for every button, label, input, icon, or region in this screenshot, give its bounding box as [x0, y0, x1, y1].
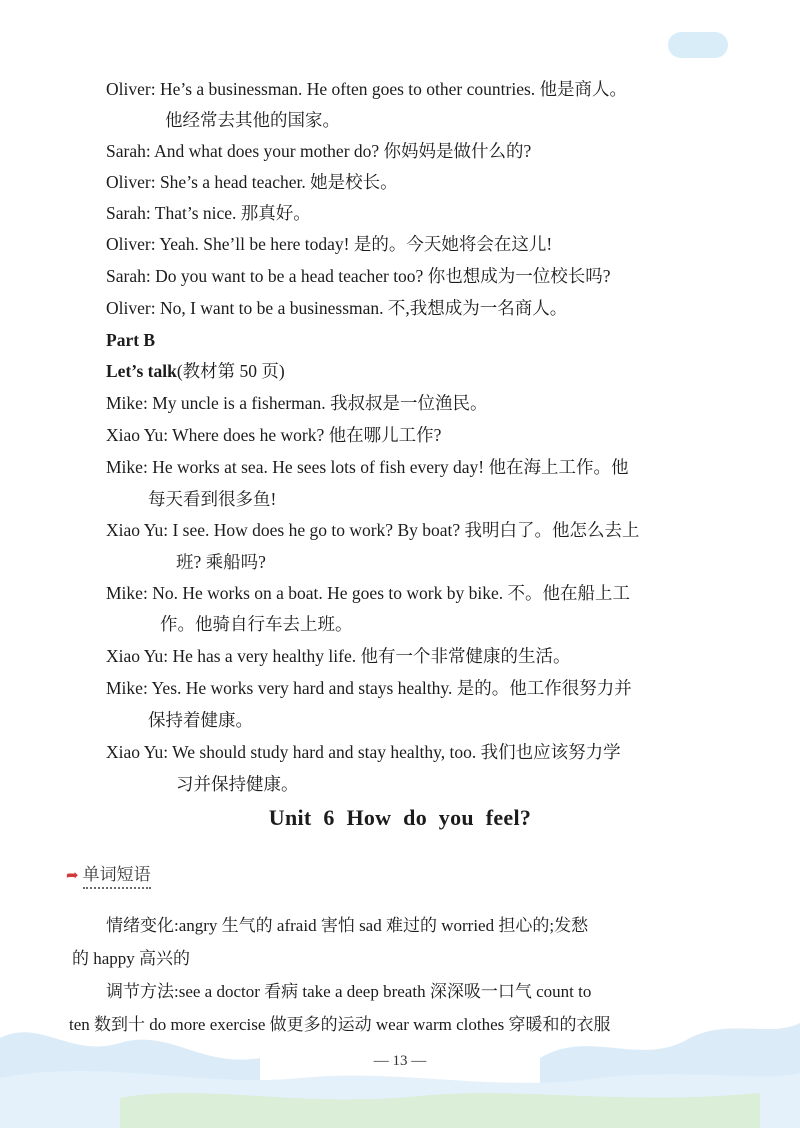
- dialogue-line: [106, 420, 700, 451]
- subsection-heading: [106, 356, 700, 387]
- unit-title: Unit 6 How do you feel?: [268, 805, 532, 830]
- speaker: Oliver:: [106, 298, 156, 318]
- vocab-line: ten 数到十 do more exercise 做更多的运动 wear warm clothes 穿暖和的衣服: [69, 1015, 611, 1034]
- utterance: He’s a businessman. He often goes to other countries. 他是商人。: [159, 79, 628, 99]
- utterance: Yeah. She’ll be here today! 是的。今天她将会在这儿!: [159, 234, 553, 254]
- speaker: Mike:: [106, 457, 148, 477]
- utterance: And what does your mother do? 你妈妈是做什么的?: [154, 141, 532, 161]
- dialogue-line: [106, 74, 700, 105]
- dialogue-continuation: 习并保持健康。: [176, 774, 299, 794]
- dialogue-line: [106, 198, 700, 229]
- speaker: Xiao Yu:: [106, 520, 169, 540]
- speaker: Oliver:: [106, 172, 156, 192]
- utterance: We should study hard and stay healthy, too. 我们也应该努力学: [172, 742, 621, 762]
- utterance: That’s nice. 那真好。: [154, 203, 311, 223]
- dialogue-continuation: 班? 乘船吗?: [176, 552, 266, 572]
- speaker: Oliver:: [106, 79, 156, 99]
- vocab-section-heading: [66, 860, 151, 889]
- utterance: I see. How does he go to work? By boat? 我明白了。他怎么去上: [172, 520, 640, 540]
- speaker: Sarah:: [106, 203, 151, 223]
- cloud-decoration: [668, 32, 728, 58]
- speaker: Sarah:: [106, 266, 151, 286]
- utterance: No, I want to be a businessman. 不,我想成为一名商人。: [159, 298, 568, 318]
- dialogue-line: [106, 388, 700, 419]
- vocab-paragraph: [72, 909, 700, 975]
- speaker: Mike:: [106, 583, 148, 603]
- dialogue-continuation: 每天看到很多鱼!: [148, 489, 277, 509]
- arrow-icon: ➦: [66, 865, 79, 884]
- dialogue-line: [106, 136, 700, 167]
- dialogue-line: [106, 261, 700, 292]
- dialogue-line: [106, 673, 700, 704]
- dialogue-line: [106, 578, 700, 609]
- utterance: Where does he work? 他在哪儿工作?: [172, 425, 442, 445]
- speaker: Oliver:: [106, 234, 156, 254]
- utterance: She’s a head teacher. 她是校长。: [159, 172, 398, 192]
- lets-talk-label: Let’s talk: [106, 361, 177, 381]
- dialogue-line: [106, 452, 700, 483]
- speaker: Mike:: [106, 678, 148, 698]
- speaker: Xiao Yu:: [106, 646, 169, 666]
- lets-talk-note: (教材第 50 页): [176, 361, 285, 381]
- speaker: Xiao Yu:: [106, 742, 169, 762]
- dialogue-line: [106, 515, 700, 546]
- vocab-line: 情绪变化:angry 生气的 afraid 害怕 sad 难过的 worried 担心的;发愁: [106, 916, 589, 935]
- speaker: Mike:: [106, 393, 148, 413]
- page-number: — 13 —: [373, 1053, 427, 1069]
- dialogue-continuation: 保持着健康。: [148, 710, 253, 730]
- utterance: He has a very healthy life. 他有一个非常健康的生活。: [172, 646, 571, 666]
- vocab-line: 的 happy 高兴的: [72, 949, 191, 968]
- utterance: No. He works on a boat. He goes to work by bike. 不。他在船上工: [152, 583, 630, 603]
- utterance: Yes. He works very hard and stays healthy. 是的。他工作很努力并: [151, 678, 632, 698]
- dialogue-line: [106, 737, 700, 768]
- dialogue-line: [106, 641, 700, 672]
- utterance: Do you want to be a head teacher too? 你也想成为一位校长吗?: [155, 266, 611, 286]
- utterance: My uncle is a fisherman. 我叔叔是一位渔民。: [152, 393, 488, 413]
- speaker: Xiao Yu:: [106, 425, 169, 445]
- dialogue-continuation: 他经常去其他的国家。: [165, 110, 340, 130]
- utterance: He works at sea. He sees lots of fish every day! 他在海上工作。他: [152, 457, 629, 477]
- dialogue-line: [106, 167, 700, 198]
- dialogue-line: [106, 293, 700, 324]
- dialogue-continuation: 作。他骑自行车去上班。: [160, 614, 353, 634]
- section-heading: Part B: [106, 330, 156, 350]
- speaker: Sarah:: [106, 141, 151, 161]
- vocab-line: 调节方法:see a doctor 看病 take a deep breath 深深吸一口气 count to: [106, 982, 592, 1001]
- dialogue-line: [106, 229, 700, 260]
- vocab-heading-label: 单词短语: [83, 860, 151, 889]
